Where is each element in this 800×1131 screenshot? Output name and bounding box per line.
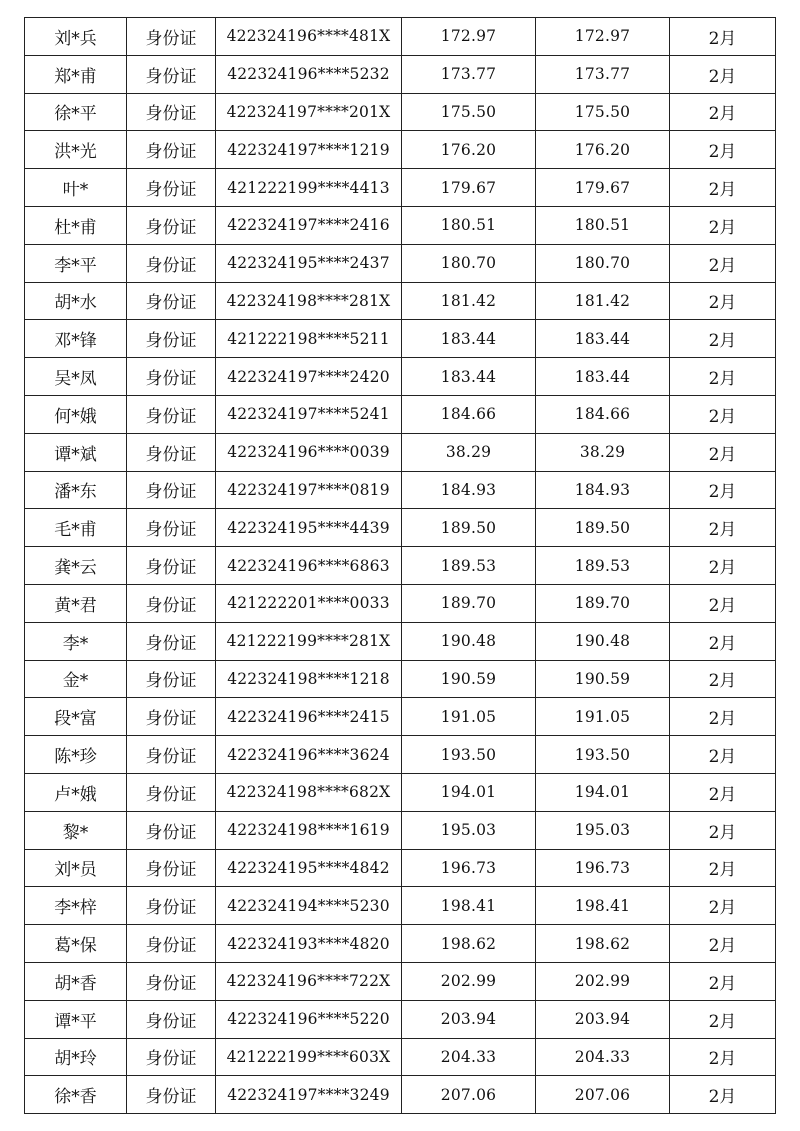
id-type-cell: 身份证 [127,244,216,282]
id-number-cell: 422324197****2416 [216,206,402,244]
table-row [25,698,776,736]
name-cell: 刘*员 [25,849,127,887]
table-row [25,736,776,774]
month-cell: 2月 [670,320,776,358]
payment-table [24,17,776,1114]
month-cell: 2月 [670,131,776,169]
month-cell: 2月 [670,773,776,811]
amount-cell: 204.33 [402,1038,536,1076]
month-cell: 2月 [670,622,776,660]
id-type-cell: 身份证 [127,282,216,320]
table-row [25,811,776,849]
paid-amount-cell: 184.93 [536,471,670,509]
paid-amount-cell: 173.77 [536,55,670,93]
name-cell: 毛*甫 [25,509,127,547]
table-row [25,1038,776,1076]
table-row [25,509,776,547]
paid-amount-cell: 183.44 [536,358,670,396]
id-type-cell: 身份证 [127,1038,216,1076]
table-row [25,547,776,585]
id-number-cell: 422324198****682X [216,773,402,811]
id-type-cell: 身份证 [127,698,216,736]
amount-cell: 194.01 [402,773,536,811]
paid-amount-cell: 172.97 [536,18,670,56]
amount-cell: 203.94 [402,1000,536,1038]
paid-amount-cell: 180.51 [536,206,670,244]
paid-amount-cell: 189.53 [536,547,670,585]
name-cell: 段*富 [25,698,127,736]
id-type-cell: 身份证 [127,55,216,93]
amount-cell: 190.59 [402,660,536,698]
table-row [25,93,776,131]
table-body [25,18,776,1114]
month-cell: 2月 [670,471,776,509]
name-cell: 黄*君 [25,584,127,622]
table-row [25,358,776,396]
paid-amount-cell: 181.42 [536,282,670,320]
id-number-cell: 422324196****481X [216,18,402,56]
month-cell: 2月 [670,849,776,887]
paid-amount-cell: 175.50 [536,93,670,131]
table-row [25,622,776,660]
amount-cell: 179.67 [402,169,536,207]
id-type-cell: 身份证 [127,811,216,849]
month-cell: 2月 [670,887,776,925]
amount-cell: 198.41 [402,887,536,925]
id-number-cell: 422324195****4439 [216,509,402,547]
paid-amount-cell: 195.03 [536,811,670,849]
amount-cell: 189.50 [402,509,536,547]
amount-cell: 184.93 [402,471,536,509]
id-number-cell: 422324197****201X [216,93,402,131]
amount-cell: 38.29 [402,433,536,471]
id-number-cell: 422324194****5230 [216,887,402,925]
month-cell: 2月 [670,584,776,622]
id-type-cell: 身份证 [127,509,216,547]
table-row [25,131,776,169]
id-number-cell: 422324195****2437 [216,244,402,282]
month-cell: 2月 [670,433,776,471]
id-type-cell: 身份证 [127,395,216,433]
id-type-cell: 身份证 [127,547,216,585]
table-row [25,244,776,282]
id-number-cell: 422324198****1218 [216,660,402,698]
paid-amount-cell: 198.41 [536,887,670,925]
name-cell: 徐*香 [25,1076,127,1114]
name-cell: 龚*云 [25,547,127,585]
month-cell: 2月 [670,962,776,1000]
month-cell: 2月 [670,93,776,131]
id-type-cell: 身份证 [127,471,216,509]
id-type-cell: 身份证 [127,736,216,774]
id-number-cell: 422324198****281X [216,282,402,320]
paid-amount-cell: 193.50 [536,736,670,774]
id-type-cell: 身份证 [127,169,216,207]
paid-amount-cell: 190.48 [536,622,670,660]
paid-amount-cell: 180.70 [536,244,670,282]
id-type-cell: 身份证 [127,18,216,56]
paid-amount-cell: 202.99 [536,962,670,1000]
id-number-cell: 422324196****722X [216,962,402,1000]
name-cell: 邓*锋 [25,320,127,358]
month-cell: 2月 [670,1038,776,1076]
amount-cell: 189.70 [402,584,536,622]
paid-amount-cell: 184.66 [536,395,670,433]
month-cell: 2月 [670,925,776,963]
amount-cell: 198.62 [402,925,536,963]
paid-amount-cell: 38.29 [536,433,670,471]
id-number-cell: 422324197****0819 [216,471,402,509]
id-type-cell: 身份证 [127,887,216,925]
table-row [25,584,776,622]
name-cell: 郑*甫 [25,55,127,93]
paid-amount-cell: 204.33 [536,1038,670,1076]
id-number-cell: 421222199****281X [216,622,402,660]
amount-cell: 190.48 [402,622,536,660]
month-cell: 2月 [670,509,776,547]
amount-cell: 207.06 [402,1076,536,1114]
id-type-cell: 身份证 [127,925,216,963]
table-row [25,849,776,887]
table-row [25,282,776,320]
name-cell: 徐*平 [25,93,127,131]
id-type-cell: 身份证 [127,622,216,660]
id-number-cell: 422324193****4820 [216,925,402,963]
name-cell: 金* [25,660,127,698]
name-cell: 洪*光 [25,131,127,169]
name-cell: 卢*娥 [25,773,127,811]
name-cell: 李*梓 [25,887,127,925]
name-cell: 陈*珍 [25,736,127,774]
id-type-cell: 身份证 [127,1076,216,1114]
id-number-cell: 422324197****2420 [216,358,402,396]
month-cell: 2月 [670,1076,776,1114]
month-cell: 2月 [670,395,776,433]
id-type-cell: 身份证 [127,93,216,131]
name-cell: 李*平 [25,244,127,282]
table-row [25,395,776,433]
amount-cell: 175.50 [402,93,536,131]
month-cell: 2月 [670,18,776,56]
id-number-cell: 422324198****1619 [216,811,402,849]
paid-amount-cell: 179.67 [536,169,670,207]
name-cell: 胡*玲 [25,1038,127,1076]
amount-cell: 191.05 [402,698,536,736]
paid-amount-cell: 189.50 [536,509,670,547]
month-cell: 2月 [670,736,776,774]
month-cell: 2月 [670,206,776,244]
paid-amount-cell: 183.44 [536,320,670,358]
table-row [25,773,776,811]
name-cell: 刘*兵 [25,18,127,56]
name-cell: 潘*东 [25,471,127,509]
month-cell: 2月 [670,547,776,585]
table-row [25,169,776,207]
amount-cell: 172.97 [402,18,536,56]
name-cell: 葛*保 [25,925,127,963]
id-type-cell: 身份证 [127,1000,216,1038]
id-number-cell: 422324197****3249 [216,1076,402,1114]
table-row [25,206,776,244]
id-type-cell: 身份证 [127,849,216,887]
id-number-cell: 422324196****3624 [216,736,402,774]
id-type-cell: 身份证 [127,660,216,698]
month-cell: 2月 [670,282,776,320]
paid-amount-cell: 176.20 [536,131,670,169]
name-cell: 胡*水 [25,282,127,320]
table-row [25,887,776,925]
amount-cell: 202.99 [402,962,536,1000]
paid-amount-cell: 190.59 [536,660,670,698]
amount-cell: 180.70 [402,244,536,282]
table-row [25,18,776,56]
id-number-cell: 422324196****6863 [216,547,402,585]
amount-cell: 189.53 [402,547,536,585]
month-cell: 2月 [670,358,776,396]
month-cell: 2月 [670,660,776,698]
table-row [25,55,776,93]
id-number-cell: 421222198****5211 [216,320,402,358]
id-type-cell: 身份证 [127,773,216,811]
name-cell: 李* [25,622,127,660]
amount-cell: 183.44 [402,320,536,358]
table-row [25,925,776,963]
name-cell: 谭*平 [25,1000,127,1038]
name-cell: 谭*斌 [25,433,127,471]
month-cell: 2月 [670,811,776,849]
name-cell: 胡*香 [25,962,127,1000]
month-cell: 2月 [670,169,776,207]
id-number-cell: 422324196****2415 [216,698,402,736]
amount-cell: 181.42 [402,282,536,320]
amount-cell: 184.66 [402,395,536,433]
name-cell: 杜*甫 [25,206,127,244]
paid-amount-cell: 207.06 [536,1076,670,1114]
paid-amount-cell: 203.94 [536,1000,670,1038]
amount-cell: 196.73 [402,849,536,887]
paid-amount-cell: 189.70 [536,584,670,622]
name-cell: 叶* [25,169,127,207]
month-cell: 2月 [670,698,776,736]
id-number-cell: 422324195****4842 [216,849,402,887]
paid-amount-cell: 196.73 [536,849,670,887]
id-type-cell: 身份证 [127,433,216,471]
id-type-cell: 身份证 [127,962,216,1000]
table-row [25,660,776,698]
id-number-cell: 421222199****4413 [216,169,402,207]
month-cell: 2月 [670,1000,776,1038]
id-type-cell: 身份证 [127,131,216,169]
paid-amount-cell: 194.01 [536,773,670,811]
month-cell: 2月 [670,55,776,93]
amount-cell: 193.50 [402,736,536,774]
paid-amount-cell: 191.05 [536,698,670,736]
amount-cell: 195.03 [402,811,536,849]
table-row [25,962,776,1000]
id-number-cell: 422324197****5241 [216,395,402,433]
table-row [25,433,776,471]
paid-amount-cell: 198.62 [536,925,670,963]
id-number-cell: 421222201****0033 [216,584,402,622]
table-row [25,320,776,358]
table-row [25,1076,776,1114]
id-number-cell: 422324196****5232 [216,55,402,93]
id-type-cell: 身份证 [127,358,216,396]
amount-cell: 180.51 [402,206,536,244]
id-number-cell: 421222199****603X [216,1038,402,1076]
amount-cell: 183.44 [402,358,536,396]
id-type-cell: 身份证 [127,320,216,358]
id-number-cell: 422324197****1219 [216,131,402,169]
month-cell: 2月 [670,244,776,282]
name-cell: 吴*凤 [25,358,127,396]
id-number-cell: 422324196****0039 [216,433,402,471]
name-cell: 黎* [25,811,127,849]
id-type-cell: 身份证 [127,206,216,244]
amount-cell: 176.20 [402,131,536,169]
table-row [25,471,776,509]
name-cell: 何*娥 [25,395,127,433]
table-row [25,1000,776,1038]
id-type-cell: 身份证 [127,584,216,622]
amount-cell: 173.77 [402,55,536,93]
id-number-cell: 422324196****5220 [216,1000,402,1038]
